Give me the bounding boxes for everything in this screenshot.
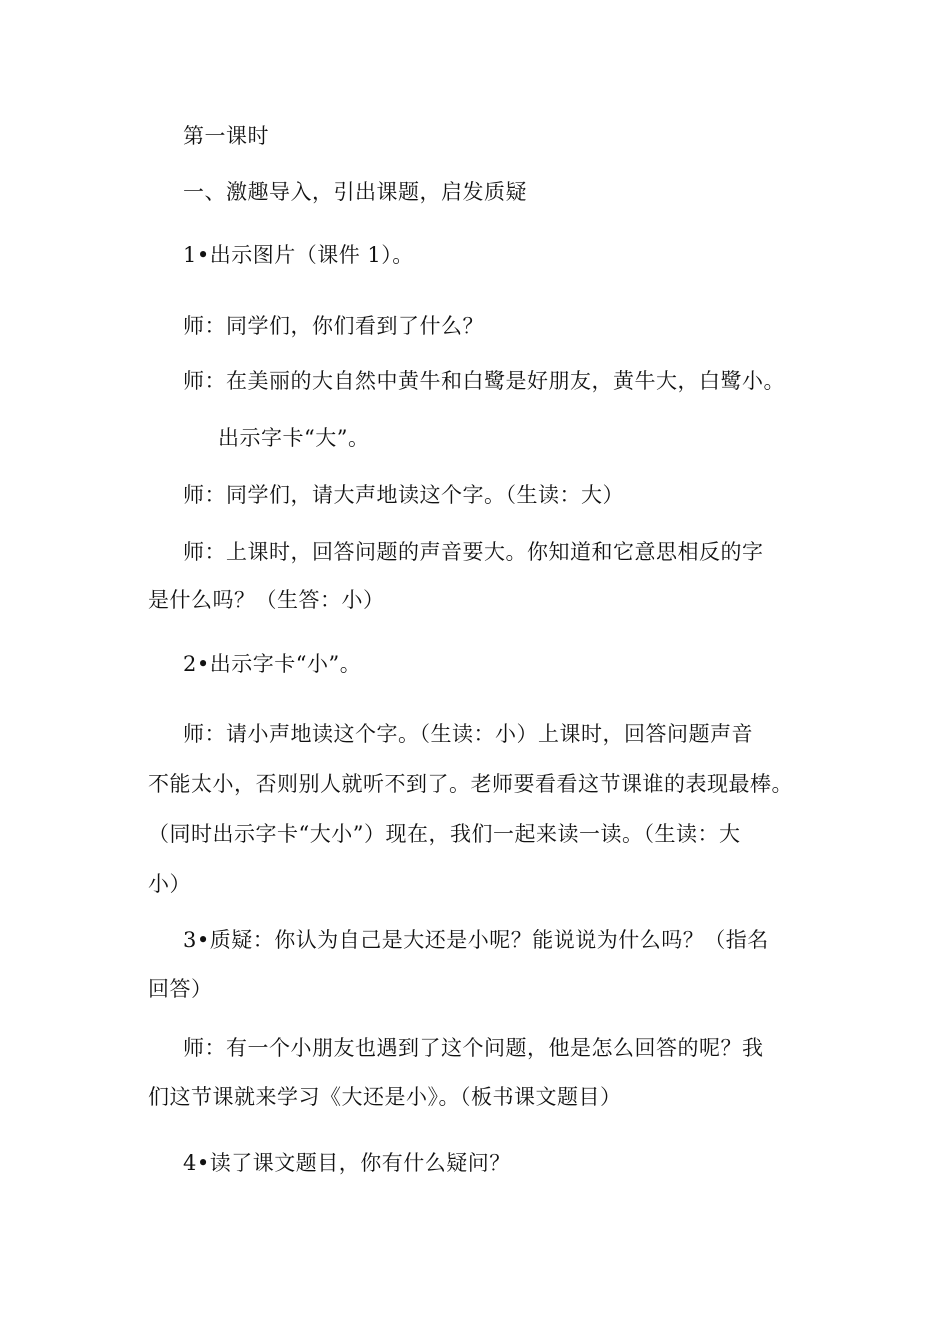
paragraph-line: 们这节课就来学习《大还是小》。（板书课文题目） — [148, 1085, 622, 1109]
paragraph-line: 不能太小，否则别人就听不到了。老师要看看这节课谁的表现最棒。 — [148, 772, 793, 796]
paragraph-line: 是什么吗？（生答：小） — [148, 588, 385, 612]
paragraph-line: 师：同学们，请大声地读这个字。（生读：大） — [183, 483, 624, 507]
step-1: 1•出示图片（课件 1）。 — [183, 243, 414, 267]
paragraph-line: （同时出示字卡“大小”）现在，我们一起来读一读。（生读：大 — [148, 822, 741, 846]
paragraph-line: 出示字卡“大”。 — [218, 426, 370, 450]
paragraph-line: 师：有一个小朋友也遇到了这个问题，他是怎么回答的呢？我 — [183, 1036, 764, 1060]
step-3: 3•质疑：你认为自己是大还是小呢？能说说为什么吗？（指名 — [183, 928, 769, 952]
paragraph-line: 师：同学们，你们看到了什么？ — [183, 314, 484, 338]
paragraph-line: 师：请小声地读这个字。（生读：小）上课时，回答问题声音 — [183, 722, 753, 746]
paragraph-line: 回答） — [148, 977, 213, 1001]
lesson-period-heading: 第一课时 — [183, 124, 269, 148]
section-heading: 一、激趣导入，引出课题，启发质疑 — [183, 180, 527, 204]
step-4: 4•读了课文题目，你有什么疑问？ — [183, 1151, 511, 1175]
paragraph-line: 小） — [148, 872, 191, 896]
paragraph-line: 师：在美丽的大自然中黄牛和白鹭是好朋友，黄牛大，白鹭小。 — [183, 369, 785, 393]
paragraph-line: 师：上课时，回答问题的声音要大。你知道和它意思相反的字 — [183, 540, 764, 564]
step-2: 2•出示字卡“小”。 — [183, 652, 362, 676]
